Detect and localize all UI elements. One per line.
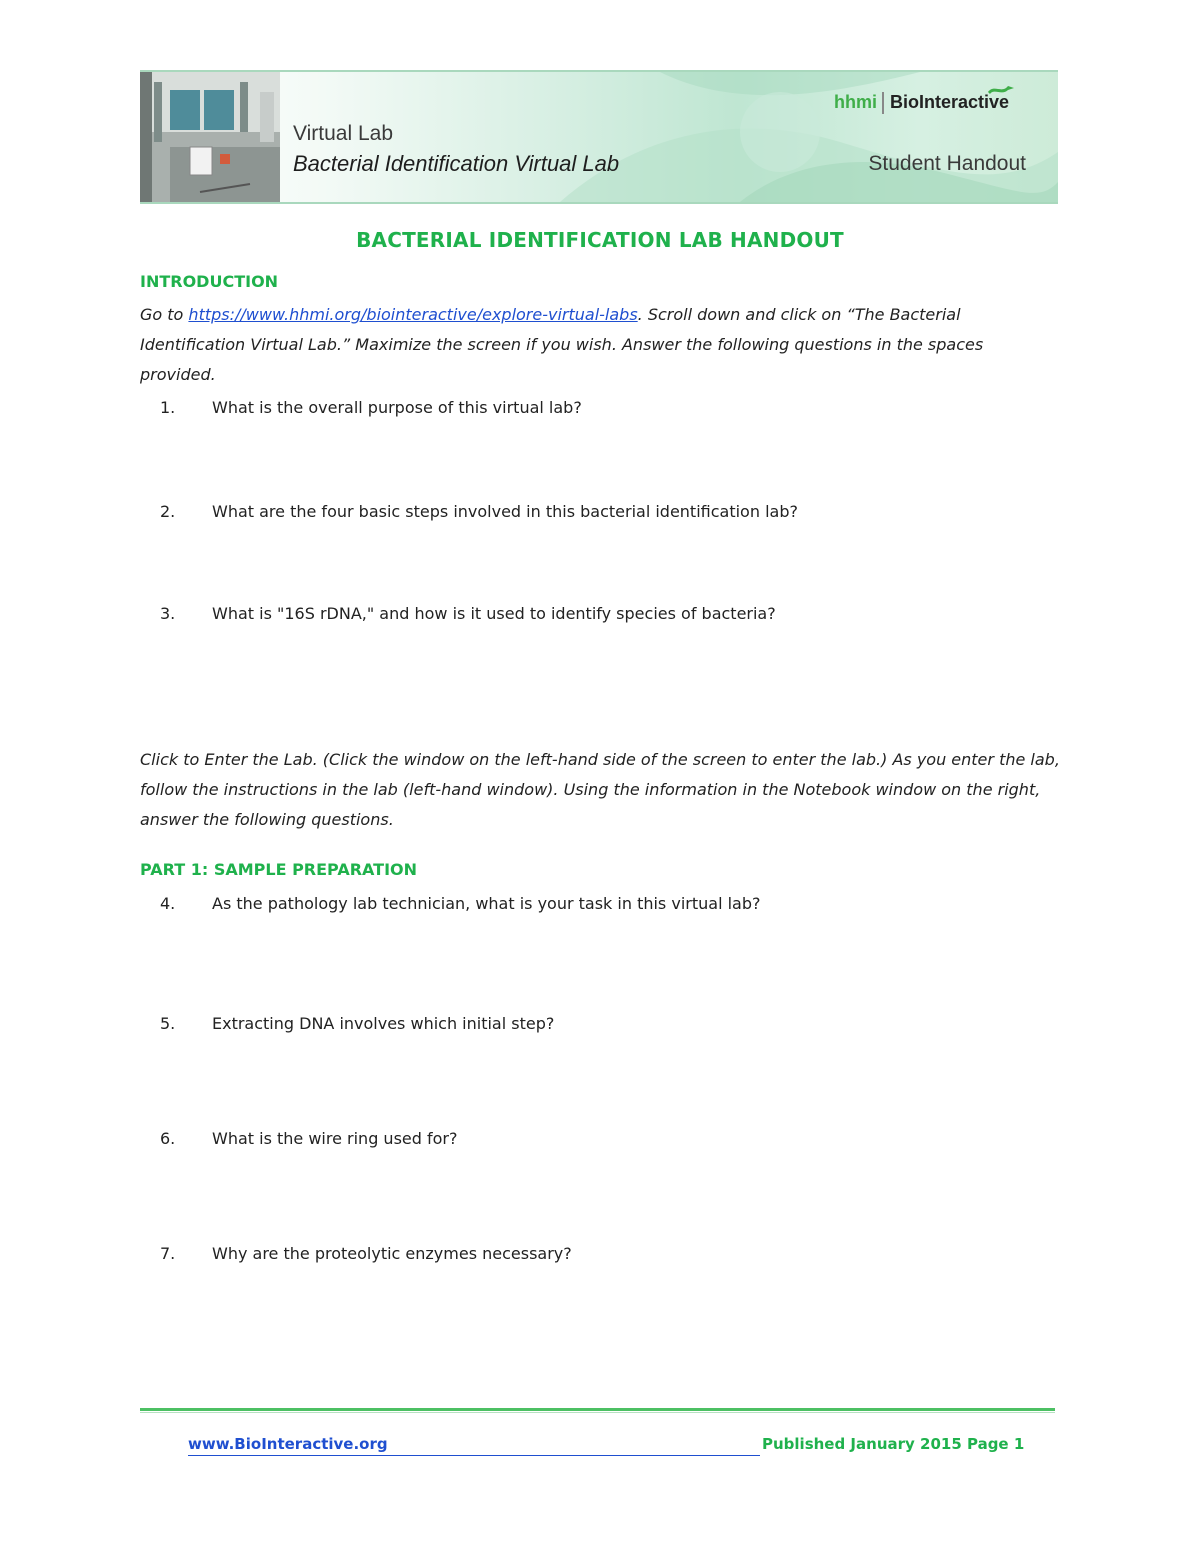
banner-student-handout: Student Handout	[868, 152, 1026, 175]
footer-divider-thin	[140, 1412, 1055, 1413]
footer-divider	[140, 1408, 1055, 1411]
lab-equipment-image	[140, 72, 280, 202]
document-title: BACTERIAL IDENTIFICATION LAB HANDOUT	[356, 228, 844, 252]
enter-lab-paragraph: Click to Enter the Lab. (Click the window on the left-hand side of the screen to enter the lab.) As you enter the lab, follow the instructions in the lab (left-hand window). Using the information in the Notebook window on the right, answer the following questions.	[140, 750, 1060, 829]
question-number: 6.	[160, 1129, 176, 1148]
question-number: 4.	[160, 894, 176, 913]
lizard-icon	[986, 82, 1016, 98]
banner-virtual-lab: Virtual Lab	[293, 122, 394, 145]
introduction-heading: INTRODUCTION	[140, 272, 279, 291]
question-number: 7.	[160, 1244, 176, 1263]
footer-biointeractive-link[interactable]: www.BioInteractive.org	[188, 1435, 760, 1456]
intro-goto-text: Go to	[140, 305, 189, 324]
hhmi-biointeractive-logo	[818, 82, 1038, 118]
question-text: Extracting DNA involves which initial step?	[212, 1014, 555, 1033]
question-text: What is the overall purpose of this virtual lab?	[212, 398, 582, 417]
logo-hhmi-text: hhmi	[834, 92, 877, 112]
banner-lab-title: Bacterial Identification Virtual Lab	[293, 151, 620, 176]
logo-divider	[882, 92, 884, 114]
header-banner	[140, 70, 1058, 204]
question-text: As the pathology lab technician, what is your task in this virtual lab?	[212, 894, 761, 913]
question-text: What is the wire ring used for?	[212, 1129, 458, 1148]
intro-instructions-text: . Scroll down and click on “The Bacterial Identification Virtual Lab.” Maximize the screen if you wish. Answer the following questions in the spaces provided.	[140, 305, 984, 384]
question-text: What is "16S rDNA," and how is it used to identify species of bacteria?	[212, 604, 776, 623]
introduction-paragraph	[140, 300, 1060, 390]
question-number: 5.	[160, 1014, 176, 1033]
virtual-labs-link[interactable]: https://www.hhmi.org/biointeractive/explore-virtual-labs	[188, 305, 638, 324]
question-text: Why are the proteolytic enzymes necessary?	[212, 1244, 572, 1263]
question-number: 3.	[160, 604, 176, 623]
logo-biointeractive-text: BioInteractive	[890, 92, 1010, 112]
footer-published-page: Published January 2015 Page 1	[762, 1435, 1025, 1453]
question-text: What are the four basic steps involved in this bacterial identification lab?	[212, 502, 798, 521]
question-number: 2.	[160, 502, 176, 521]
question-number: 1.	[160, 398, 176, 417]
part1-heading: PART 1: SAMPLE PREPARATION	[140, 860, 418, 879]
